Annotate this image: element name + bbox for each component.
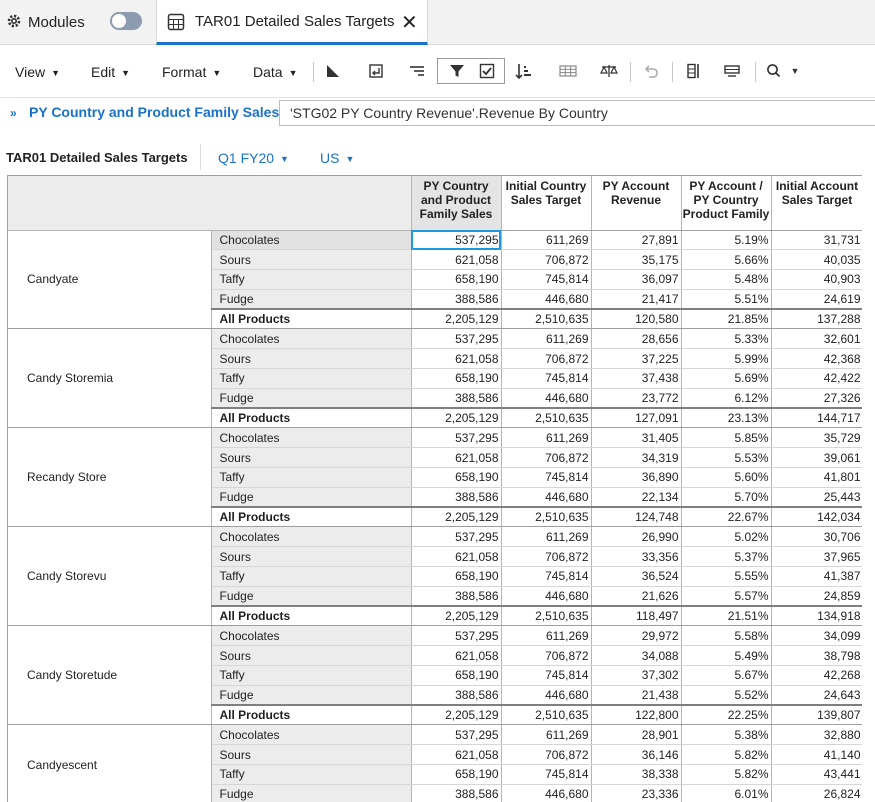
menu-data-label: Data [253, 64, 283, 80]
menu-format-label: Format [162, 64, 207, 80]
product-row-header[interactable]: Sours [211, 250, 411, 270]
module-name: TAR01 Detailed Sales Targets [6, 150, 188, 165]
grid-cell[interactable]: 706,872 [501, 250, 591, 270]
table-row [8, 725, 862, 745]
grid-cell[interactable]: 611,269 [501, 230, 591, 250]
account-row-header[interactable]: Candy Storevu [8, 527, 211, 626]
grid-cell[interactable]: 36,097 [591, 270, 681, 290]
menu-format[interactable] [162, 64, 221, 80]
chevron-down-icon: ▼ [288, 68, 298, 78]
grid-cell[interactable]: 25,443 [771, 487, 862, 507]
chevron-down-icon: ▼ [121, 68, 131, 78]
menu-edit-label: Edit [91, 64, 116, 80]
period-label: Q1 FY20 [218, 150, 275, 166]
grid-cell[interactable]: 23,336 [591, 784, 681, 802]
grid-cell[interactable]: 134,918 [771, 606, 862, 626]
grid-cell[interactable]: 5.33% [681, 329, 771, 349]
grid-cell[interactable]: 5.99% [681, 349, 771, 369]
grid-cell[interactable]: 745,814 [501, 468, 591, 488]
account-row-header[interactable]: Candy Storetude [8, 626, 211, 725]
tab-strip [0, 0, 875, 45]
grid-cell[interactable]: 5.82% [681, 745, 771, 765]
grid-cell[interactable]: 446,680 [501, 289, 591, 309]
grid-cell[interactable]: 42,368 [771, 349, 862, 369]
grid-cell[interactable]: 36,524 [591, 567, 681, 587]
divider [630, 62, 631, 82]
grid-cell[interactable]: 658,190 [411, 468, 501, 488]
grid-cell[interactable]: 5.69% [681, 369, 771, 389]
product-row-header[interactable]: Taffy [211, 765, 411, 785]
grid-cell[interactable]: 537,295 [411, 725, 501, 745]
grid-cell[interactable]: 388,586 [411, 289, 501, 309]
grid-cell[interactable]: 6.12% [681, 388, 771, 408]
grid-cell[interactable]: 2,510,635 [501, 309, 591, 329]
grid-cell[interactable]: 31,731 [771, 230, 862, 250]
grid-cell[interactable]: 745,814 [501, 666, 591, 686]
pivot-icon[interactable] [322, 60, 344, 82]
insert-icon[interactable] [365, 60, 387, 82]
grid-title-bar [0, 140, 875, 174]
grid-cell[interactable]: 2,205,129 [411, 705, 501, 725]
grid-cell[interactable]: 388,586 [411, 685, 501, 705]
grid-cell[interactable]: 2,510,635 [501, 507, 591, 527]
grid-cell[interactable]: 706,872 [501, 547, 591, 567]
grid-cell[interactable]: 388,586 [411, 487, 501, 507]
modules-toggle[interactable] [110, 12, 142, 30]
grid-cell[interactable]: 5.67% [681, 666, 771, 686]
grid-cell[interactable]: 446,680 [501, 586, 591, 606]
toolbar [0, 46, 875, 96]
grid-cell[interactable]: 621,058 [411, 448, 501, 468]
search-icon[interactable] [764, 60, 786, 82]
grid-cell[interactable]: 37,225 [591, 349, 681, 369]
grid-cell[interactable]: 706,872 [501, 646, 591, 666]
menu-edit[interactable] [91, 64, 130, 80]
grid-cell[interactable]: 139,807 [771, 705, 862, 725]
grid-cell[interactable]: 5.58% [681, 626, 771, 646]
grid-cell[interactable]: 34,099 [771, 626, 862, 646]
product-row-header[interactable]: Taffy [211, 369, 411, 389]
grid-cell[interactable]: 23,772 [591, 388, 681, 408]
grid-cell[interactable]: 37,438 [591, 369, 681, 389]
product-row-header[interactable]: Chocolates [211, 527, 411, 547]
grid-cell[interactable]: 5.48% [681, 270, 771, 290]
chevron-down-icon: ▼ [51, 68, 61, 78]
grid-cell[interactable]: 537,295 [411, 626, 501, 646]
divider [200, 144, 201, 170]
grid-cell[interactable]: 21,626 [591, 586, 681, 606]
grid-cell[interactable]: 2,205,129 [411, 309, 501, 329]
grid-cell[interactable]: 611,269 [501, 527, 591, 547]
column-icon[interactable] [682, 60, 704, 82]
grid-cell[interactable]: 537,295 [411, 527, 501, 547]
column-header[interactable]: Initial Country Sales Target [501, 176, 591, 230]
product-row-header[interactable]: Sours [211, 745, 411, 765]
grid-cell[interactable]: 5.51% [681, 289, 771, 309]
grid-cell[interactable]: 32,601 [771, 329, 862, 349]
product-row-header[interactable]: Fudge [211, 388, 411, 408]
account-row-header[interactable]: Candyate [8, 230, 211, 329]
grid-cell[interactable]: 745,814 [501, 765, 591, 785]
account-row-header[interactable]: Candyescent [8, 725, 211, 802]
formula-bar [0, 97, 875, 127]
grid-cell[interactable]: 36,890 [591, 468, 681, 488]
grid-cell[interactable]: 5.82% [681, 765, 771, 785]
grid-cell[interactable]: 26,990 [591, 527, 681, 547]
product-row-header[interactable]: Sours [211, 646, 411, 666]
sort-icon[interactable] [513, 60, 535, 82]
modules-button[interactable] [6, 12, 85, 32]
grid-cell[interactable]: 611,269 [501, 626, 591, 646]
grid-cell[interactable]: 658,190 [411, 270, 501, 290]
table-row [8, 230, 862, 250]
menu-data[interactable] [253, 64, 298, 80]
divider [755, 62, 756, 82]
grid-cell[interactable]: 5.02% [681, 527, 771, 547]
product-row-header[interactable]: All Products [211, 309, 411, 329]
grid-cell[interactable]: 30,706 [771, 527, 862, 547]
grid-cell[interactable]: 41,387 [771, 567, 862, 587]
grid-cell[interactable]: 35,729 [771, 428, 862, 448]
grid-cell[interactable]: 5.70% [681, 487, 771, 507]
column-header[interactable]: PY Account Revenue [591, 176, 681, 230]
product-row-header[interactable]: Fudge [211, 487, 411, 507]
grid-cell[interactable]: 5.66% [681, 250, 771, 270]
grid-cell[interactable]: 24,619 [771, 289, 862, 309]
grid-cell[interactable]: 33,356 [591, 547, 681, 567]
grid-cell[interactable]: 34,088 [591, 646, 681, 666]
product-row-header[interactable]: Sours [211, 547, 411, 567]
period-selector[interactable] [218, 150, 289, 166]
modules-label: Modules [28, 13, 85, 31]
grid-cell[interactable]: 42,268 [771, 666, 862, 686]
data-grid [7, 175, 862, 802]
chevron-down-icon: ▼ [280, 154, 289, 164]
grid-corner [8, 176, 411, 230]
menu-view-label: View [15, 64, 46, 80]
grid-cell[interactable]: 658,190 [411, 765, 501, 785]
grid-cell[interactable]: 537,295 [411, 428, 501, 448]
product-row-header[interactable]: Taffy [211, 567, 411, 587]
grid-cell[interactable]: 5.85% [681, 428, 771, 448]
formula-input[interactable]: 'STG02 PY Country Revenue'.Revenue By Country [279, 100, 875, 126]
product-row-header[interactable]: All Products [211, 606, 411, 626]
grid-cell[interactable]: 2,205,129 [411, 408, 501, 428]
divider [313, 62, 314, 82]
grid-cell[interactable]: 127,091 [591, 408, 681, 428]
product-row-header[interactable]: Chocolates [211, 230, 411, 250]
chevron-down-icon: ▼ [345, 154, 355, 164]
grid-cell[interactable]: 745,814 [501, 567, 591, 587]
product-row-header[interactable]: Fudge [211, 586, 411, 606]
grid-cell[interactable]: 118,497 [591, 606, 681, 626]
product-row-header[interactable]: All Products [211, 705, 411, 725]
grid-cell[interactable]: 24,859 [771, 586, 862, 606]
grid-cell[interactable]: 22.25% [681, 705, 771, 725]
grid-cell[interactable]: 28,656 [591, 329, 681, 349]
grid-cell[interactable]: 2,510,635 [501, 408, 591, 428]
close-icon[interactable]: ✕ [401, 12, 418, 34]
grid-cell[interactable]: 21,417 [591, 289, 681, 309]
product-row-header[interactable]: Fudge [211, 685, 411, 705]
menu-view[interactable] [15, 64, 60, 80]
table-icon[interactable] [557, 60, 579, 82]
grid-cell[interactable]: 5.37% [681, 547, 771, 567]
grid-cell[interactable]: 42,422 [771, 369, 862, 389]
grid-cell[interactable]: 36,146 [591, 745, 681, 765]
product-row-header[interactable]: Chocolates [211, 428, 411, 448]
grid-cell[interactable]: 745,814 [501, 369, 591, 389]
filter-icon[interactable] [446, 60, 468, 82]
grid-cell[interactable]: 22,134 [591, 487, 681, 507]
grid-cell[interactable]: 446,680 [501, 487, 591, 507]
grid-cell[interactable]: 5.19% [681, 230, 771, 250]
product-row-header[interactable]: Chocolates [211, 725, 411, 745]
grid-cell[interactable]: 388,586 [411, 586, 501, 606]
header-row [8, 176, 862, 230]
gear-icon [6, 13, 22, 32]
chevron-down-icon[interactable]: ▼ [790, 66, 800, 76]
grid-cell[interactable]: 40,903 [771, 270, 862, 290]
grid-cell[interactable]: 5.52% [681, 685, 771, 705]
grid-cell[interactable]: 39,061 [771, 448, 862, 468]
product-row-header[interactable]: Taffy [211, 468, 411, 488]
grid-cell[interactable]: 21,438 [591, 685, 681, 705]
grid-cell[interactable]: 388,586 [411, 388, 501, 408]
grid-cell[interactable]: 32,880 [771, 725, 862, 745]
grid-cell[interactable]: 2,205,129 [411, 507, 501, 527]
grid-cell[interactable]: 446,680 [501, 784, 591, 802]
grid-cell[interactable]: 2,510,635 [501, 705, 591, 725]
grid-cell[interactable]: 446,680 [501, 388, 591, 408]
grid-cell[interactable]: 28,901 [591, 725, 681, 745]
grid-cell[interactable]: 5.53% [681, 448, 771, 468]
grid-cell[interactable]: 2,205,129 [411, 606, 501, 626]
grid-cell[interactable]: 446,680 [501, 685, 591, 705]
divider [672, 62, 673, 82]
account-row-header[interactable]: Candy Storemia [8, 329, 211, 428]
grid-cell[interactable]: 621,058 [411, 250, 501, 270]
line-item-name: PY Country and Product Family Sales [29, 104, 280, 120]
grid-cell[interactable]: 122,800 [591, 705, 681, 725]
grid-cell[interactable]: 621,058 [411, 745, 501, 765]
grid-cell[interactable]: 26,824 [771, 784, 862, 802]
grid-cell[interactable]: 706,872 [501, 448, 591, 468]
grid-cell[interactable]: 537,295 [411, 230, 501, 250]
grid-cell[interactable]: 621,058 [411, 547, 501, 567]
grid-cell[interactable]: 21.85% [681, 309, 771, 329]
grid-cell[interactable]: 35,175 [591, 250, 681, 270]
product-row-header[interactable]: All Products [211, 507, 411, 527]
grid-cell[interactable]: 23.13% [681, 408, 771, 428]
table-row [8, 626, 862, 646]
grid-cell[interactable]: 142,034 [771, 507, 862, 527]
grid-cell[interactable]: 5.38% [681, 725, 771, 745]
country-selector[interactable] [320, 150, 354, 166]
grid-cell[interactable]: 611,269 [501, 725, 591, 745]
column-header[interactable]: PY Country and Product Family Sales [411, 176, 501, 230]
product-row-header[interactable]: Sours [211, 448, 411, 468]
grid-cell[interactable]: 388,586 [411, 784, 501, 802]
product-row-header[interactable]: Taffy [211, 666, 411, 686]
product-row-header[interactable]: Fudge [211, 784, 411, 802]
grid-cell[interactable]: 2,510,635 [501, 606, 591, 626]
product-row-header[interactable]: Chocolates [211, 329, 411, 349]
table-row [8, 527, 862, 547]
grid-cell[interactable]: 621,058 [411, 349, 501, 369]
grid-cell[interactable]: 144,717 [771, 408, 862, 428]
grid-cell[interactable]: 706,872 [501, 349, 591, 369]
product-row-header[interactable]: Sours [211, 349, 411, 369]
grid-cell[interactable]: 658,190 [411, 369, 501, 389]
grid-cell[interactable]: 43,441 [771, 765, 862, 785]
grid-cell[interactable]: 34,319 [591, 448, 681, 468]
chevron-down-icon: ▼ [212, 68, 222, 78]
grid-cell[interactable]: 5.57% [681, 586, 771, 606]
grid-cell[interactable]: 21.51% [681, 606, 771, 626]
product-row-header[interactable]: Chocolates [211, 626, 411, 646]
grid-cell[interactable]: 40,035 [771, 250, 862, 270]
grid-cell[interactable]: 22.67% [681, 507, 771, 527]
tab-title: TAR01 Detailed Sales Targets [195, 13, 395, 30]
grid-cell[interactable]: 38,338 [591, 765, 681, 785]
grid-cell[interactable]: 124,748 [591, 507, 681, 527]
balance-icon[interactable] [598, 60, 620, 82]
product-row-header[interactable]: Taffy [211, 270, 411, 290]
account-row-header[interactable]: Recandy Store [8, 428, 211, 527]
format-icon[interactable] [721, 60, 743, 82]
grid-cell[interactable]: 120,580 [591, 309, 681, 329]
grid-cell[interactable]: 611,269 [501, 329, 591, 349]
product-row-header[interactable]: All Products [211, 408, 411, 428]
indent-icon[interactable] [406, 60, 428, 82]
undo-icon[interactable] [640, 60, 662, 82]
grid-cell[interactable]: 24,643 [771, 685, 862, 705]
table-row [8, 428, 862, 448]
grid-cell[interactable]: 5.55% [681, 567, 771, 587]
grid-cell[interactable]: 37,965 [771, 547, 862, 567]
grid-cell[interactable]: 6.01% [681, 784, 771, 802]
grid-cell[interactable]: 38,798 [771, 646, 862, 666]
table-row [8, 329, 862, 349]
product-row-header[interactable]: Fudge [211, 289, 411, 309]
grid-cell[interactable]: 537,295 [411, 329, 501, 349]
collapse-chevron-icon[interactable]: » [10, 106, 17, 120]
grid-cell[interactable]: 658,190 [411, 567, 501, 587]
grid-cell[interactable]: 37,302 [591, 666, 681, 686]
grid-body [8, 230, 862, 802]
grid-icon [167, 13, 185, 34]
grid-cell[interactable]: 611,269 [501, 428, 591, 448]
grid-cell[interactable]: 27,326 [771, 388, 862, 408]
grid-cell[interactable]: 137,288 [771, 309, 862, 329]
country-label: US [320, 150, 340, 166]
grid-cell[interactable]: 658,190 [411, 666, 501, 686]
grid-cell[interactable]: 621,058 [411, 646, 501, 666]
grid-cell[interactable]: 745,814 [501, 270, 591, 290]
grid-cell[interactable]: 31,405 [591, 428, 681, 448]
tab-tar01[interactable] [156, 0, 428, 45]
grid-cell[interactable]: 706,872 [501, 745, 591, 765]
grid-cell[interactable]: 5.60% [681, 468, 771, 488]
grid-cell[interactable]: 27,891 [591, 230, 681, 250]
column-header[interactable]: Initial Account Sales Target [771, 176, 862, 230]
checkbox-icon[interactable] [476, 60, 498, 82]
grid-cell[interactable]: 29,972 [591, 626, 681, 646]
column-header[interactable]: PY Account / PY Country Product Family [681, 176, 771, 230]
grid-cell[interactable]: 5.49% [681, 646, 771, 666]
grid-cell[interactable]: 41,801 [771, 468, 862, 488]
grid-cell[interactable]: 41,140 [771, 745, 862, 765]
